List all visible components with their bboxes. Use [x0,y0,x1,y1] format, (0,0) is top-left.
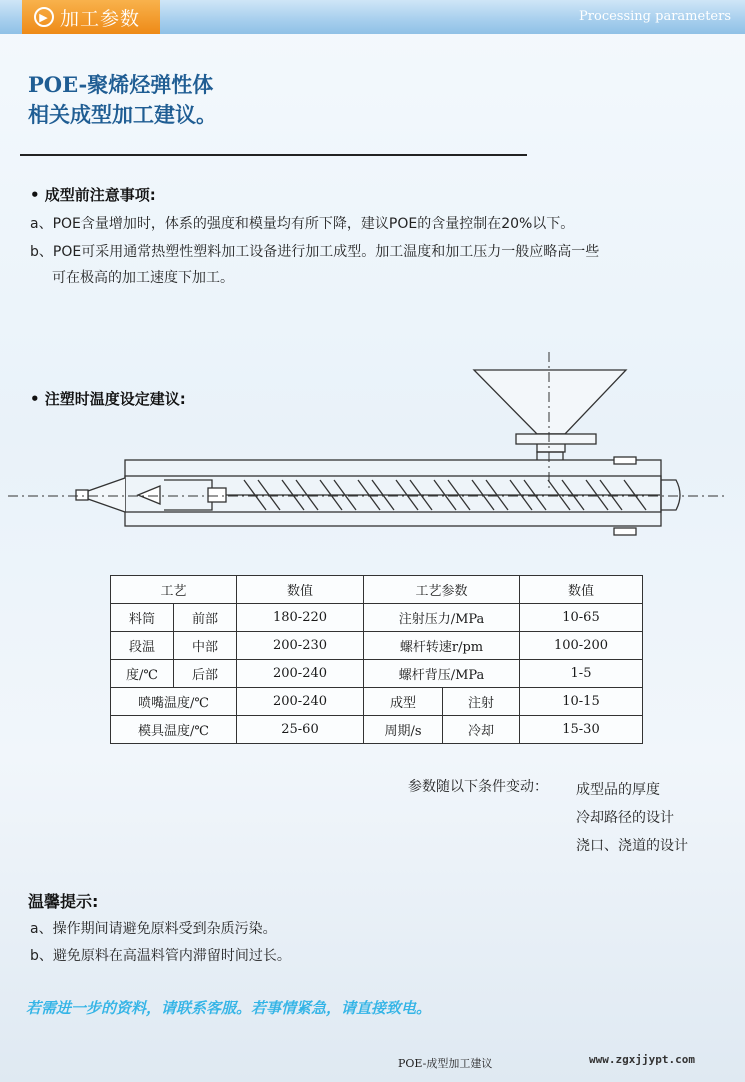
play-circle-icon: ▶ [34,7,54,27]
table-cell: 螺杆背压/MPa [364,660,520,688]
process-parameters-table [110,575,643,744]
table-cell: 100-200 [520,632,643,660]
table-cell: 25-60 [237,716,364,744]
table-header-cell: 工艺 [111,576,237,604]
tips-title: 温馨提示: [28,892,99,911]
table-cell: 前部 [174,604,237,632]
nozzle-shape [88,478,125,512]
variation-label: 参数随以下条件变动： [408,779,548,795]
table-cell: 段温 [111,632,174,660]
table-header-cell: 数值 [520,576,643,604]
injection-machine-diagram [0,348,745,548]
table-cell: 200-230 [237,632,364,660]
table-cell: 周期/s [364,716,443,744]
table-cell: 冷却 [443,716,520,744]
page-title [28,70,217,130]
table-cell: 15-30 [520,716,643,744]
table-cell: 10-15 [520,688,643,716]
pre-molding-item-b: b、POE可采用通常热塑性塑料加工设备进行加工成型。加工温度和加工压力一般应略高一些 [30,244,600,260]
variation-list [576,776,688,860]
page-title-line1: POE-聚烯烃弹性体 [28,72,214,97]
table-cell: 200-240 [237,660,364,688]
table-cell: 螺杆转速r/pm [364,632,520,660]
table-row [111,604,643,632]
table-header-row [111,576,643,604]
table-cell: 10-65 [520,604,643,632]
table-cell: 180-220 [237,604,364,632]
table-cell: 喷嘴温度/℃ [111,688,237,716]
table-cell: 成型 [364,688,443,716]
table-cell: 模具温度/℃ [111,716,237,744]
header-tab-label: 加工参数 [60,7,141,30]
footer-website: www.zgxjjypt.com [589,1053,695,1066]
list-item: 浇口、浇道的设计 [576,838,688,854]
footer-caption: POE-成型加工建议 [398,1057,493,1070]
tip-item-a: a、操作期间请避免原料受到杂质污染。 [30,921,277,937]
list-item: 成型品的厚度 [576,782,660,798]
contact-notice: 若需进一步的资料，请联系客服。若事情紧急，请直接致电。 [26,999,432,1017]
table-cell: 1-5 [520,660,643,688]
page-title-line2: 相关成型加工建议。 [28,102,217,127]
injection-heading: • 注塑时温度设定建议: [30,390,186,408]
table-cell: 度/℃ [111,660,174,688]
table-cell: 后部 [174,660,237,688]
table-header-cell: 工艺参数 [364,576,520,604]
pre-molding-heading: • 成型前注意事项: [30,186,156,204]
header-tab [22,0,160,34]
table-row [111,632,643,660]
table-cell: 200-240 [237,688,364,716]
table-cell: 料筒 [111,604,174,632]
pre-molding-item-b-cont: 可在极高的加工速度下加工。 [52,270,234,286]
hopper-shape [474,370,626,434]
table-cell: 注射 [443,688,520,716]
list-item: 冷却路径的设计 [576,810,674,826]
title-divider [20,154,527,156]
table-cell: 注射压力/MPa [364,604,520,632]
table-row [111,660,643,688]
table-row [111,688,643,716]
table-cell: 中部 [174,632,237,660]
table-row [111,716,643,744]
tip-item-b: b、避免原料在高温料管内滞留时间过长。 [30,948,291,964]
header-subtitle: Processing parameters [579,9,731,24]
barrel-shape [125,460,661,526]
table-header-cell: 数值 [237,576,364,604]
pre-molding-item-a: a、POE含量增加时，体系的强度和模量均有所下降，建议POE的含量控制在20%以下。 [30,216,575,232]
